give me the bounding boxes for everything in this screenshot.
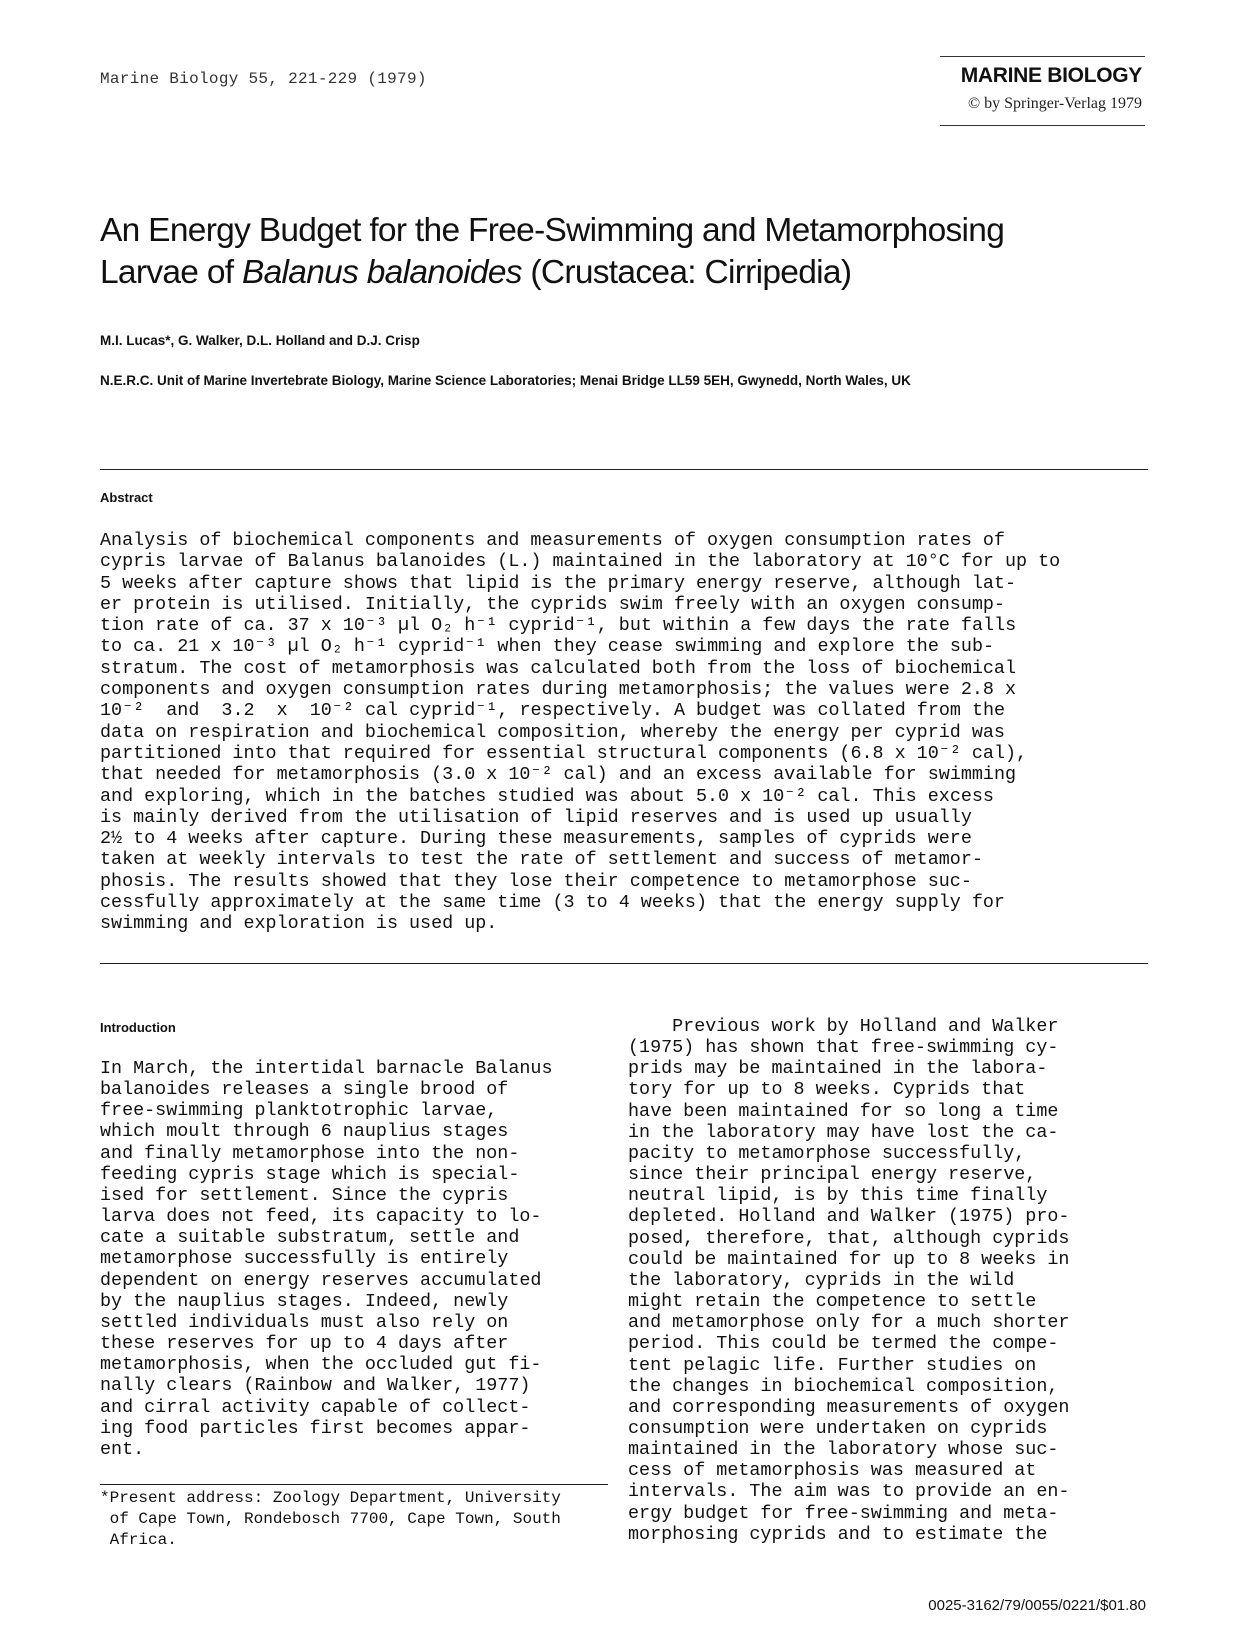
introduction-right-column: Previous work by Holland and Walker (1975) has shown that free-swimming cy- prids may be maintained in the labora- tory for up to 8 weeks. Cyprids that have been maintained for so long a time in the laboratory may have lost the ca- pacity to metamorphose successfully, since their principal energy reserve, neutral lipid, is by this time finally depleted. Holland and Walker (1975) pro- posed, therefore, that, although cyprids could be maintained for up to 8 weeks in the laboratory, cyprids in the wild might retain the competence to settle and metamorphose only for a much shorter period. This could be termed the compe- tent pelagic life. Further studies on the changes in biochemical composition, and corresponding measurements of oxygen consumption were undertaken on cyprids maintained in the laboratory whose suc- cess of metamorphosis was measured at intervals. The aim was to provide an en- ergy budget for free-swimming and meta- morphosing cyprids and to estimate the	[628, 1016, 1070, 1545]
journal-rule-top	[940, 56, 1145, 57]
title-line-1: An Energy Budget for the Free-Swimming and Metamorphosing	[100, 212, 1005, 249]
section-divider	[100, 469, 1148, 470]
footnote: *Present address: Zoology Department, University of Cape Town, Rondebosch 7700, Cape Town, South Africa.	[100, 1489, 561, 1549]
author-list: M.I. Lucas*, G. Walker, D.L. Holland and D.J. Crisp	[100, 333, 420, 348]
introduction-heading: Introduction	[100, 1020, 176, 1035]
journal-rule-bottom	[940, 125, 1145, 126]
citation-line: Marine Biology 55, 221-229 (1979)	[100, 70, 427, 88]
abstract-body: Analysis of biochemical components and measurements of oxygen consumption rates of cypris larvae of Balanus balanoides (L.) maintained in the laboratory at 10°C for up to 5 weeks after capture shows that lipid is the primary energy reserve, although lat- er protein is utilised. Initially, the cyprids swim freely with an oxygen consump- tion rate of ca. 37 x 10⁻³ µl O₂ h⁻¹ cyprid⁻¹, but within a few days the rate falls to ca. 21 x 10⁻³ µl O₂ h⁻¹ cyprid⁻¹ when they cease swimming and explore the sub- stratum. The cost of metamorphosis was calculated both from the loss of biochemical components and oxygen consumption rates during metamorphosis; the values were 2.8 x 10⁻² and 3.2 x 10⁻² cal cyprid⁻¹, respectively. A budget was collated from the data on respiration and biochemical composition, whereby the energy per cyprid was partitioned into that required for essential structural components (6.8 x 10⁻² cal), that needed for metamorphosis (3.0 x 10⁻² cal) and an excess available for swimming and exploring, which in the batches studied was about 5.0 x 10⁻² cal. This excess is mainly derived from the utilisation of lipid reserves and is used up usually 2½ to 4 weeks after capture. During these measurements, samples of cyprids were taken at weekly intervals to test the rate of settlement and success of metamor- phosis. The results showed that they lose their competence to metamorphose suc- cessfully approximately at the same time (3 to 4 weeks) that the energy supply for swimming and exploration is used up.	[100, 530, 1061, 935]
journal-name: MARINE BIOLOGY	[960, 64, 1142, 87]
introduction-left-column: In March, the intertidal barnacle Balanus balanoides releases a single brood of free-swimming planktotrophic larvae, which moult through 6 nauplius stages and finally metamorphose into the non- feeding cypris stage which is special- ised for settlement. Since the cypris larva does not feed, its capacity to lo- cate a suitable substratum, settle and metamorphose successfully is entirely dependent on energy reserves accumulated by the nauplius stages. Indeed, newly settled individuals must also rely on these reserves for up to 4 days after metamorphosis, when the occluded gut fi- nally clears (Rainbow and Walker, 1977) and cirral activity capable of collect- ing food particles first becomes appar- ent.	[100, 1058, 553, 1460]
affiliation: N.E.R.C. Unit of Marine Invertebrate Biology, Marine Science Laboratories; Menai Bridge LL59 5EH, Gwynedd, North Wales, UK	[100, 373, 911, 388]
document-code: 0025-3162/79/0055/0221/$01.80	[928, 1597, 1146, 1614]
section-divider	[100, 963, 1148, 964]
footnote-rule	[100, 1484, 608, 1485]
copyright-line: © by Springer-Verlag 1979	[967, 95, 1142, 112]
article-title	[100, 210, 1160, 294]
abstract-heading: Abstract	[100, 490, 153, 505]
title-line-2: Larvae of Balanus balanoides (Crustacea: Cirripedia)	[100, 254, 852, 291]
